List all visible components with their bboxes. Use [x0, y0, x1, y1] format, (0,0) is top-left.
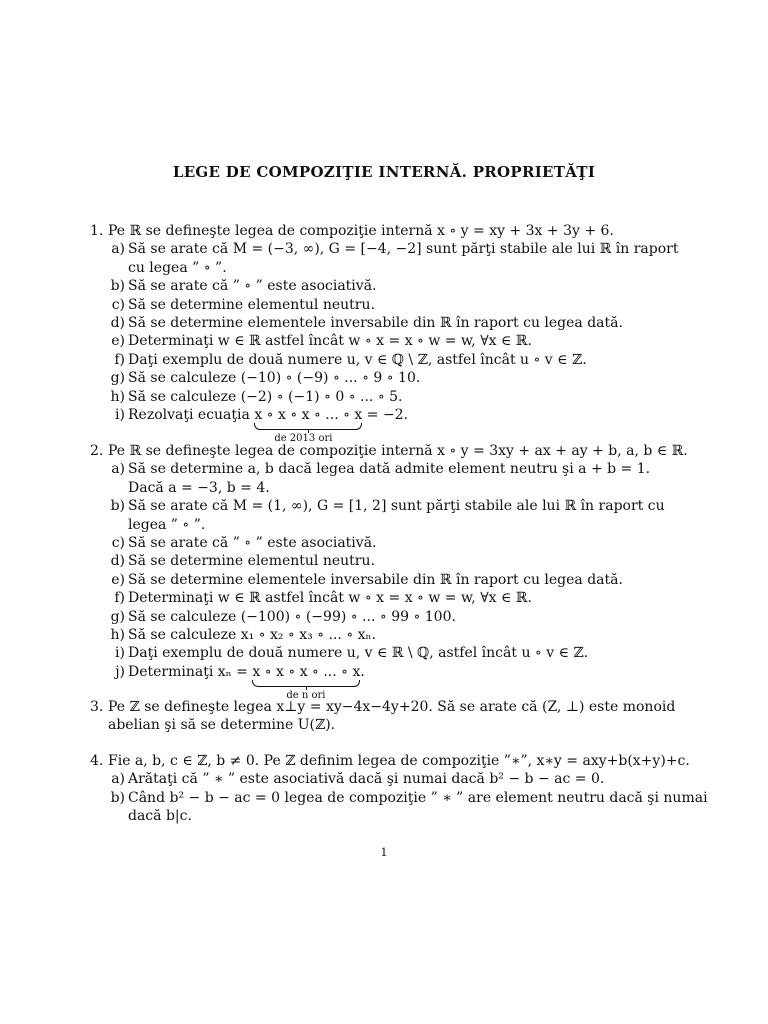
- item-text: Să se determine elementul neutru.: [128, 296, 375, 313]
- item-a-continuation: [90, 479, 650, 497]
- problem-number: 1.: [90, 223, 104, 239]
- underbrace-note: de n ori: [286, 689, 326, 701]
- item-b: [90, 497, 665, 515]
- item-b: [90, 277, 650, 295]
- item-label: b): [110, 498, 125, 515]
- item-label: i): [115, 406, 125, 423]
- problem-3-continuation: [90, 716, 650, 734]
- item-label: g): [110, 370, 125, 387]
- item-label: e): [111, 333, 125, 350]
- item-text: Să se arate că M = (1, ∞), G = [1, 2] sunt părţi stabile ale lui ℝ în raport cu: [128, 498, 665, 515]
- problem-number: 3.: [90, 699, 104, 715]
- item-j: [90, 663, 650, 701]
- item-g: [90, 369, 650, 387]
- item-text: Să se determine a, b dacă legea dată admite element neutru şi a + b = 1.: [128, 461, 651, 478]
- item-text-after: = −2.: [362, 406, 409, 423]
- problem-number: 4.: [90, 753, 104, 769]
- braced-term: x ∘ x ∘ x ∘ ... ∘ x: [252, 663, 361, 680]
- problem-1: [90, 222, 679, 444]
- item-label: h): [110, 388, 125, 405]
- item-c: [90, 534, 650, 552]
- item-label: a): [111, 461, 125, 478]
- problem-statement: Fie a, b, c ∈ ℤ, b ≠ 0. Pe ℤ definim legea de compoziţie ”∗”, x∗y = axy+b(x+y)+c.: [108, 753, 690, 769]
- item-label: d): [110, 553, 125, 570]
- item-text: cu legea ” ∘ ”.: [128, 259, 227, 276]
- item-b-continuation: [90, 516, 650, 534]
- item-b-continuation: [90, 807, 650, 825]
- item-label: h): [110, 626, 125, 643]
- item-label: c): [111, 296, 125, 313]
- item-a: [90, 240, 679, 258]
- item-text: Să se arate că M = (−3, ∞), G = [−4, −2] sunt părţi stabile ale lui ℝ în raport: [128, 241, 679, 258]
- item-text: Daţi exemplu de două numere u, v ∈ ℚ \ ℤ, astfel încât u ∘ v ∈ ℤ.: [128, 351, 587, 368]
- item-label: a): [111, 241, 125, 258]
- item-f: [90, 351, 650, 369]
- item-text: Când b² − b − ac = 0 legea de compoziţie ” ∗ ” are element neutru dacă şi numai: [128, 789, 708, 806]
- item-e: [90, 332, 650, 350]
- item-i: [90, 406, 650, 444]
- item-text: Să se determine elementele inversabile din ℝ în raport cu legea dată.: [128, 571, 623, 588]
- item-h: [90, 626, 650, 644]
- problem-3-statement-line: [90, 698, 676, 716]
- item-a-continuation: [90, 259, 650, 277]
- item-h: [90, 388, 650, 406]
- item-label: b): [110, 789, 125, 806]
- problem-4-statement-line: [90, 752, 690, 770]
- item-text: Să se determine elementul neutru.: [128, 553, 375, 570]
- item-label: e): [111, 571, 125, 588]
- item-i: [90, 644, 650, 662]
- problem-number: 2.: [90, 443, 104, 459]
- item-a: [90, 460, 650, 478]
- item-label: b): [110, 278, 125, 295]
- item-label: a): [111, 771, 125, 788]
- item-text: [128, 663, 365, 701]
- item-label: c): [111, 534, 125, 551]
- item-text: Să se determine elementele inversabile din ℝ în raport cu legea dată.: [128, 314, 623, 331]
- underbrace-expression: [254, 406, 363, 444]
- item-d: [90, 314, 650, 332]
- item-text-before: Determinaţi xₙ =: [128, 663, 253, 680]
- item-g: [90, 608, 650, 626]
- item-c: [90, 296, 650, 314]
- item-text: Să se arate că ” ∘ ” este asociativă.: [128, 278, 377, 295]
- underbrace-expression: [252, 663, 361, 701]
- braced-term: x ∘ x ∘ x ∘ ... ∘ x: [254, 406, 363, 423]
- underbrace-note: de 2013 ori: [274, 432, 333, 444]
- item-label: g): [110, 608, 125, 625]
- item-text: legea ” ∘ ”.: [128, 516, 206, 533]
- item-e: [90, 571, 650, 589]
- item-label: d): [110, 314, 125, 331]
- item-label: i): [115, 645, 125, 662]
- problem-statement: Pe ℝ se defineşte legea de compoziţie internă x ∘ y = xy + 3x + 3y + 6.: [108, 223, 614, 239]
- item-f: [90, 589, 650, 607]
- item-text: Să se calculeze (−10) ∘ (−9) ∘ ... ∘ 9 ∘ 10.: [128, 370, 421, 387]
- item-text: Să se calculeze (−2) ∘ (−1) ∘ 0 ∘ ... ∘ 5.: [128, 388, 403, 405]
- item-text: Dacă a = −3, b = 4.: [128, 479, 270, 496]
- problem-1-statement-line: [90, 222, 650, 240]
- page-number: 1: [380, 846, 388, 859]
- problem-2: [90, 442, 688, 701]
- item-text-before: Rezolvaţi ecuaţia: [128, 406, 255, 423]
- item-text: Să se arate că ” ∘ ” este asociativă.: [128, 534, 377, 551]
- item-a: [90, 770, 650, 788]
- item-text: dacă b|c.: [128, 808, 192, 825]
- problem-statement: Pe ℝ se defineşte legea de compoziţie internă x ∘ y = 3xy + ax + ay + b, a, b ∈ ℝ.: [108, 443, 688, 459]
- item-text: [128, 406, 409, 444]
- item-text: Să se calculeze x₁ ∘ x₂ ∘ x₃ ∘ ... ∘ xₙ.: [128, 626, 377, 643]
- item-text: Arătaţi că ” ∗ ” este asociativă dacă şi numai dacă b² − b − ac = 0.: [128, 771, 605, 788]
- problem-statement: Pe ℤ se defineşte legea x⊥y = xy−4x−4y+20. Să se arate că (Z, ⊥) este monoid: [108, 699, 676, 715]
- item-text: Daţi exemplu de două numere u, v ∈ ℝ \ ℚ, astfel încât u ∘ v ∈ ℤ.: [128, 645, 589, 662]
- item-text: Să se calculeze (−100) ∘ (−99) ∘ ... ∘ 99 ∘ 100.: [128, 608, 456, 625]
- problem-4: [90, 752, 708, 826]
- item-text: Determinaţi w ∈ ℝ astfel încât w ∘ x = x ∘ w = w, ∀x ∈ ℝ.: [128, 590, 532, 607]
- item-text: Determinaţi w ∈ ℝ astfel încât w ∘ x = x ∘ w = w, ∀x ∈ ℝ.: [128, 333, 532, 350]
- item-text-after: .: [360, 663, 365, 680]
- problem-3: [90, 698, 676, 735]
- item-d: [90, 552, 650, 570]
- item-b: [90, 789, 708, 807]
- item-label: j): [115, 663, 125, 680]
- problem-2-statement-line: [90, 442, 688, 460]
- page-title: LEGE DE COMPOZIŢIE INTERNĂ. PROPRIETĂŢI: [172, 163, 596, 181]
- item-label: f): [114, 351, 125, 368]
- problem-statement-cont: abelian şi să se determine U(ℤ).: [108, 717, 336, 734]
- item-label: f): [114, 590, 125, 607]
